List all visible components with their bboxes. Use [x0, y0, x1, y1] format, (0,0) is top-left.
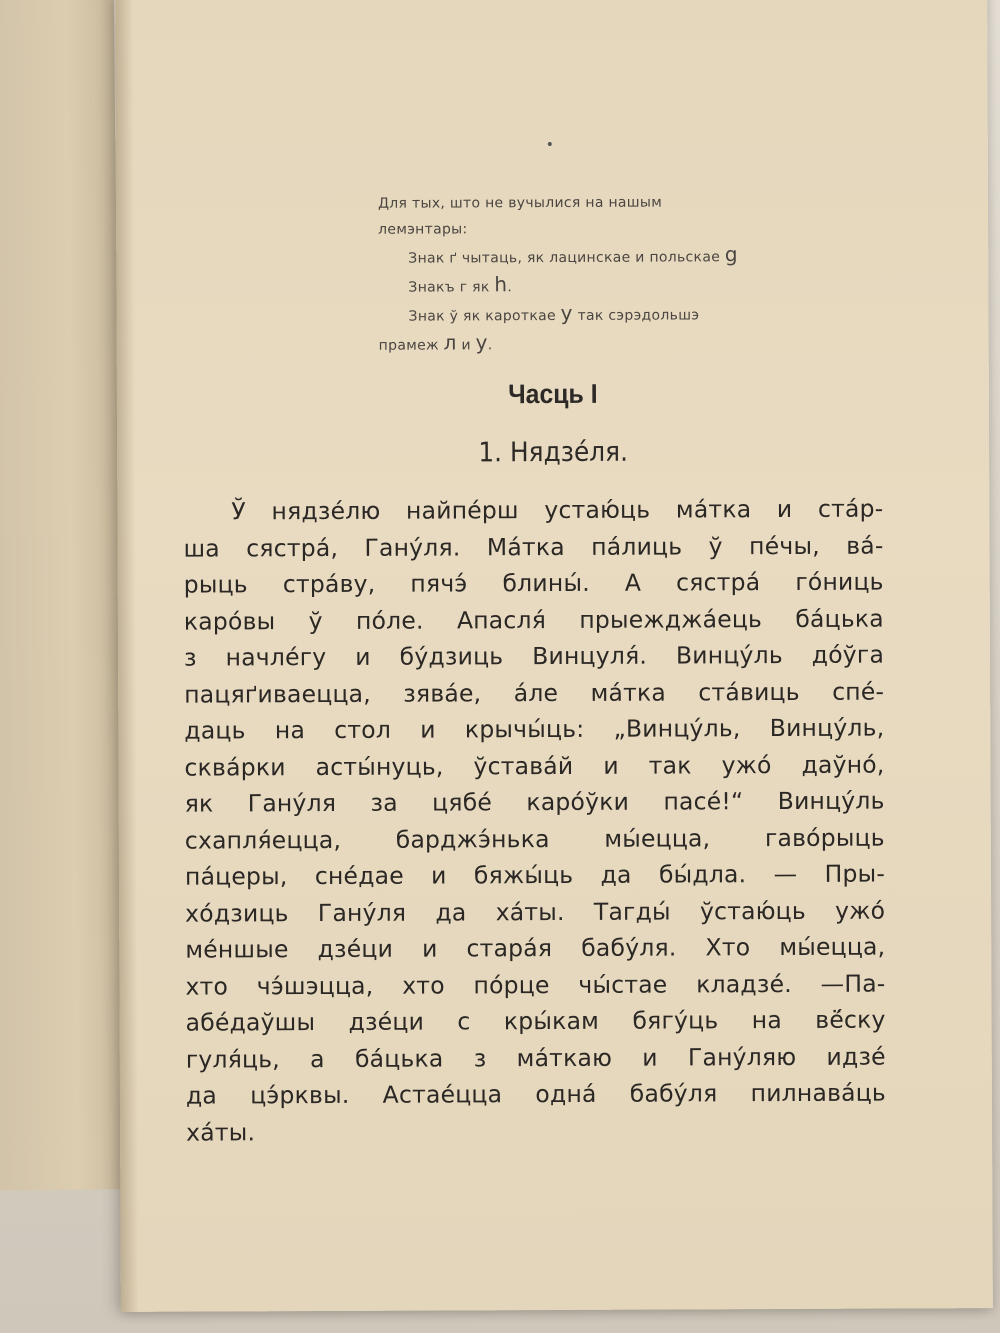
- note-line: [379, 327, 919, 358]
- text-line: па́церы, сне́дае и бяжы́ць да бы́дла. — Пры-: [184, 859, 886, 891]
- text-line: як Гану́ля за цябе́ каро́ўки пасе́!“ Винцу́ль: [184, 786, 885, 818]
- ink-dot: [548, 142, 552, 146]
- note-text: Знакъ г як: [408, 279, 495, 296]
- text-line: рыць стра́ву, пячэ́ блины́. А сястра́ го́ниць: [183, 567, 884, 599]
- text-line: Ў нядзе́лю найпе́рш устаю́ць ма́тка и ста́р-: [231, 494, 884, 526]
- note-text: Знак ґ чытаць, як лацинскае и польскае: [408, 249, 725, 267]
- note-text: и: [456, 337, 476, 354]
- orthography-note: [378, 188, 919, 358]
- text-line: сква́рки асты́нуць, ўстава́й и так ужо́ даўно́,: [184, 750, 885, 782]
- body-paragraph: [183, 491, 886, 1151]
- text-line: ха́ты.: [186, 1117, 256, 1147]
- note-text: Знак ў як кароткае: [408, 307, 561, 325]
- note-text: прамеж: [378, 337, 444, 354]
- text-line: з начле́гу и бу́дзиць Винцуля́. Винцу́ль до́ўга: [183, 640, 885, 672]
- text-line: ша сястра́, Гану́ля. Ма́тка па́лиць ў пе́чы, ва́-: [183, 531, 884, 563]
- note-glyph: у: [560, 300, 573, 325]
- note-text: .: [507, 279, 513, 296]
- note-line: [378, 298, 918, 329]
- text-line: хто чэ́шэцца, хто по́рце чы́стае кладзе́. —Па-: [185, 969, 886, 1001]
- note-glyph: h: [494, 272, 508, 297]
- text-line: даць на стол и крычы́ць: „Винцу́ль, Винцу́ль,: [184, 713, 885, 745]
- text-line: схапля́ецца, барджэ́нька мы́ецца, гаво́рыць: [184, 823, 885, 855]
- note-glyph: л: [443, 330, 457, 355]
- book-page: [115, 0, 993, 1312]
- note-text: так сэрэдольшэ: [572, 307, 700, 324]
- chapter-heading: 1. Нядзе́ля.: [478, 436, 628, 469]
- note-line: [378, 240, 918, 271]
- note-line: Для тых, што не вучылися на нашым: [378, 194, 663, 212]
- text-line: гуля́ць, а ба́цька з ма́ткаю и Гану́ляю идзе́: [185, 1042, 886, 1074]
- part-heading: Часць I: [508, 378, 598, 410]
- text-line: пацяґиваецца, зява́е, а́ле ма́тка ста́виць спе́-: [184, 677, 885, 709]
- text-line: да цэ́рквы. Астае́цца одна́ бабу́ля пилнава́ць: [185, 1078, 886, 1110]
- text-line: ме́ншые дзе́ци и стара́я бабу́ля. Хто мы́ецца,: [185, 932, 886, 964]
- text-line: каро́вы ў по́ле. Апасля́ прыежджа́ець ба́цька: [183, 604, 884, 636]
- left-page-edge: [0, 0, 126, 1191]
- text-line: хо́дзиць Гану́ля да ха́ты. Тагды́ ўстаю́ць ужо́: [185, 896, 886, 928]
- note-glyph: у: [475, 330, 488, 355]
- note-line: [378, 269, 918, 300]
- note-glyph: g: [724, 242, 738, 267]
- note-text: .: [487, 337, 493, 354]
- text-line: абе́даўшы дзе́ци с кры́кам бягу́ць на вё́ску: [185, 1005, 886, 1037]
- note-line: лемэнтары:: [378, 221, 468, 238]
